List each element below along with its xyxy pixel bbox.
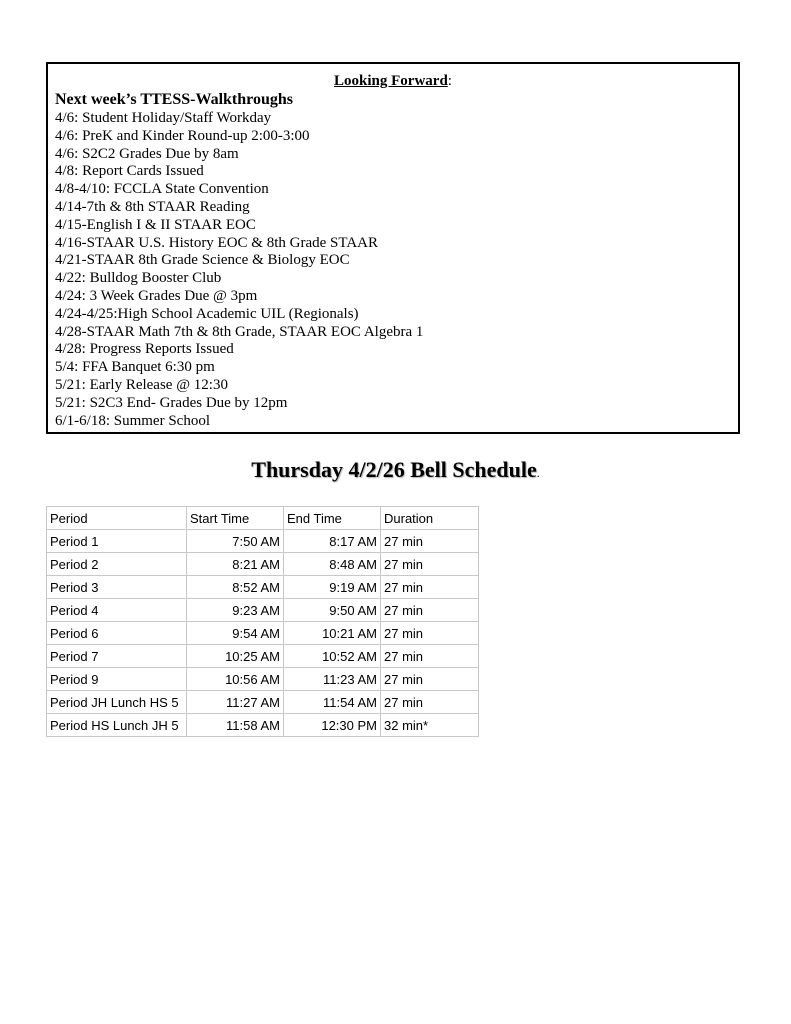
event-item: 5/21: Early Release @ 12:30	[55, 376, 228, 393]
period-cell: Period 1	[47, 530, 187, 553]
looking-forward-heading-text: Looking Forward	[334, 73, 448, 89]
looking-forward-heading-colon: :	[447, 73, 452, 89]
table-row	[47, 553, 479, 576]
end-time-cell: 11:23 AM	[284, 668, 381, 691]
table-row	[47, 576, 479, 599]
event-item: 4/6: Student Holiday/Staff Workday	[55, 110, 272, 126]
start-time-cell: 11:27 AM	[187, 691, 284, 714]
end-time-cell: 10:52 AM	[284, 645, 381, 668]
bell-schedule-title-text: Thursday 4/2/26 Bell Schedule	[251, 457, 537, 482]
event-list	[55, 110, 423, 430]
start-time-cell: 11:58 AM	[187, 714, 284, 737]
start-time-cell: 9:54 AM	[187, 622, 284, 645]
event-item: 4/16-STAAR U.S. History EOC & 8th Grade STAAR	[55, 234, 379, 251]
table-row	[47, 714, 479, 737]
event-item: 4/6: PreK and Kinder Round-up 2:00-3:00	[55, 127, 310, 144]
event-item: 4/24: 3 Week Grades Due @ 3pm	[55, 287, 258, 304]
period-cell: Period 7	[47, 645, 187, 668]
start-time-cell: 7:50 AM	[187, 530, 284, 553]
event-item: 4/14-7th & 8th STAAR Reading	[55, 198, 250, 215]
looking-forward-box	[46, 62, 740, 434]
event-item: 4/8-4/10: FCCLA State Convention	[55, 181, 269, 198]
event-item: 4/6: S2C2 Grades Due by 8am	[55, 145, 239, 162]
period-cell: Period JH Lunch HS 5	[47, 691, 187, 714]
event-item: 4/28: Progress Reports Issued	[55, 341, 234, 358]
column-header: Start Time	[187, 507, 284, 530]
table-row	[47, 599, 479, 622]
event-item: 4/21-STAAR 8th Grade Science & Biology EOC	[55, 252, 350, 269]
event-item: 4/24-4/25:High School Academic UIL (Regionals)	[55, 305, 359, 322]
period-cell: Period HS Lunch JH 5	[47, 714, 187, 737]
end-time-cell: 11:54 AM	[284, 691, 381, 714]
column-header: Period	[47, 507, 187, 530]
bell-schedule-title-period: .	[536, 466, 540, 480]
event-item: 4/8: Report Cards Issued	[55, 163, 204, 180]
table-header-row	[47, 507, 479, 530]
bell-schedule-title	[0, 457, 791, 483]
end-time-cell: 8:17 AM	[284, 530, 381, 553]
start-time-cell: 8:52 AM	[187, 576, 284, 599]
start-time-cell: 10:25 AM	[187, 645, 284, 668]
walkthroughs-subheading: Next week’s TTESS-Walkthroughs	[55, 91, 293, 108]
table-row	[47, 691, 479, 714]
event-item: 6/1-6/18: Summer School	[55, 412, 210, 429]
duration-cell: 27 min	[381, 645, 479, 668]
end-time-cell: 8:48 AM	[284, 553, 381, 576]
period-cell: Period 9	[47, 668, 187, 691]
looking-forward-heading	[48, 73, 738, 90]
event-item: 4/15-English I & II STAAR EOC	[55, 216, 256, 233]
event-item: 5/21: S2C3 End- Grades Due by 12pm	[55, 394, 288, 411]
table-row	[47, 622, 479, 645]
column-header: Duration	[381, 507, 479, 530]
table-row	[47, 668, 479, 691]
bell-schedule-table	[46, 506, 479, 737]
duration-cell: 27 min	[381, 691, 479, 714]
table-row	[47, 530, 479, 553]
duration-cell: 32 min*	[381, 714, 479, 737]
duration-cell: 27 min	[381, 622, 479, 645]
event-item: 4/28-STAAR Math 7th & 8th Grade, STAAR EOC Algebra 1	[55, 323, 424, 340]
period-cell: Period 3	[47, 576, 187, 599]
end-time-cell: 9:50 AM	[284, 599, 381, 622]
column-header: End Time	[284, 507, 381, 530]
end-time-cell: 12:30 PM	[284, 714, 381, 737]
duration-cell: 27 min	[381, 576, 479, 599]
period-cell: Period 4	[47, 599, 187, 622]
start-time-cell: 10:56 AM	[187, 668, 284, 691]
start-time-cell: 8:21 AM	[187, 553, 284, 576]
end-time-cell: 10:21 AM	[284, 622, 381, 645]
event-item: 5/4: FFA Banquet 6:30 pm	[55, 359, 215, 376]
event-item: 4/22: Bulldog Booster Club	[55, 270, 222, 287]
table-row	[47, 645, 479, 668]
period-cell: Period 6	[47, 622, 187, 645]
duration-cell: 27 min	[381, 553, 479, 576]
period-cell: Period 2	[47, 553, 187, 576]
duration-cell: 27 min	[381, 668, 479, 691]
duration-cell: 27 min	[381, 599, 479, 622]
duration-cell: 27 min	[381, 530, 479, 553]
start-time-cell: 9:23 AM	[187, 599, 284, 622]
end-time-cell: 9:19 AM	[284, 576, 381, 599]
